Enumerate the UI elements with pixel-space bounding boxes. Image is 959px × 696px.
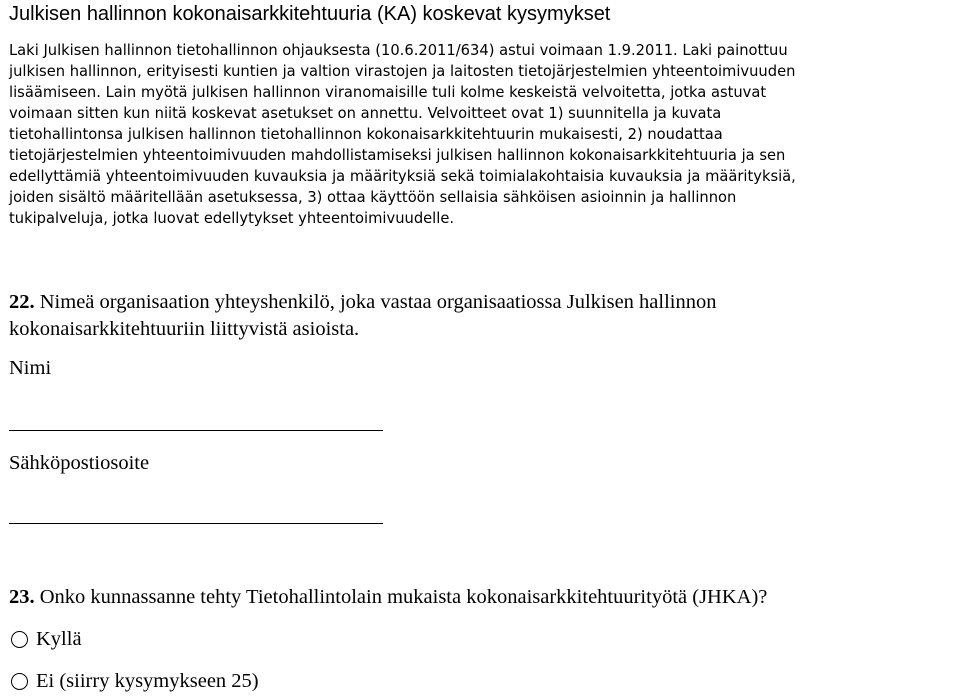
name-input-line[interactable] — [9, 430, 383, 431]
option-ei[interactable] — [11, 668, 259, 694]
option-label: Ei (siirry kysymykseen 25) — [36, 669, 259, 692]
option-label: Kyllä — [36, 627, 82, 650]
question-22-continued: kokonaisarkkitehtuuriin liittyvistä asioista. — [9, 318, 360, 340]
intro-paragraph — [9, 40, 954, 229]
email-label: Sähköpostiosoite — [9, 452, 150, 474]
page-title: Julkisen hallinnon kokonaisarkkitehtuuria (KA) koskevat kysymykset — [9, 3, 611, 25]
question-23-text: Onko kunnassanne tehty Tietohallintolain mukaista kokonaisarkkitehtuurityötä (JHKA)? — [39, 586, 768, 608]
question-23-number: 23. — [9, 586, 35, 608]
question-22-text: Nimeä organisaation yhteyshenkilö, joka vastaa organisaatiossa Julkisen hallinnon — [39, 291, 717, 313]
intro-line: voimaan sitten kun niitä koskevat asetukset on annettu. Velvoitteet ovat 1) suunnitella ja kuvata — [9, 105, 722, 122]
radio-icon[interactable] — [11, 673, 28, 690]
question-22 — [9, 289, 717, 315]
email-input-line[interactable] — [9, 523, 383, 524]
intro-line: edellyttämiä yhteentoimivuuden kuvauksia ja määrityksiä sekä toimialakohtaisia kuvauksia ja määrityksiä, — [9, 168, 796, 185]
intro-line: tukipalveluja, jotka luovat edellytykset yhteentoimivuudelle. — [9, 210, 455, 227]
intro-line: joiden sisältö määritellään asetuksessa, 3) ottaa käyttöön sellaisia sähköisen asioinnin ja hallinnon — [9, 189, 737, 206]
intro-line: tietohallintonsa julkisen hallinnon tietohallinnon kokonaisarkkitehtuurin mukaisesti, 2) noudattaa — [9, 126, 723, 143]
intro-line: tietojärjestelmien yhteentoimivuuden mahdollistamiseksi julkisen hallinnon kokonaisarkkitehtuuria ja sen — [9, 147, 786, 164]
question-23 — [9, 584, 767, 610]
question-22-number: 22. — [9, 291, 35, 313]
option-kylla[interactable] — [11, 626, 82, 652]
name-label: Nimi — [9, 357, 52, 379]
intro-line: julkisen hallinnon, erityisesti kuntien ja valtion virastojen ja laitosten tietojärjestelmien yhteentoimivuuden — [9, 63, 796, 80]
intro-line: Laki Julkisen hallinnon tietohallinnon ohjauksesta (10.6.2011/634) astui voimaan 1.9.2011. Laki painottuu — [9, 42, 788, 59]
intro-line: lisäämiseen. Lain myötä julkisen hallinnon viranomaisille tuli kolme keskeistä velvoitetta, jotka astuvat — [9, 84, 767, 101]
radio-icon[interactable] — [11, 631, 28, 648]
